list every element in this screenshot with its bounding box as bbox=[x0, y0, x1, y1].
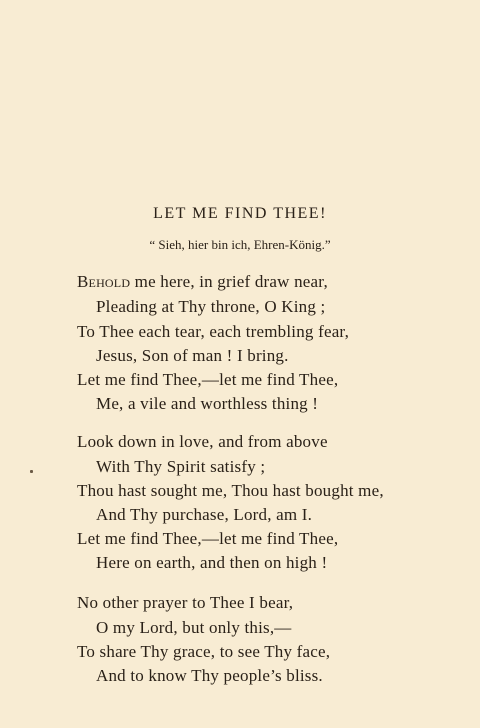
stanza2-line4: And Thy purchase, Lord, am I. bbox=[96, 505, 313, 524]
stanza2-line2: With Thy Spirit satisfy ; bbox=[96, 457, 266, 476]
stanza1-line5: Let me find Thee,—let me find Thee, bbox=[77, 370, 339, 389]
stanza2-line6: Here on earth, and then on high ! bbox=[96, 553, 328, 572]
epigraph: “ Sieh, hier bin ich, Ehren-König.” bbox=[149, 237, 331, 252]
stanza1-line2: Pleading at Thy throne, O King ; bbox=[96, 297, 326, 316]
stanza3-line3: To share Thy grace, to see Thy face, bbox=[77, 642, 331, 661]
stanza1-line1-rest: me here, in grief draw near, bbox=[130, 272, 328, 291]
stanza2-line1: Look down in love, and from above bbox=[77, 432, 328, 451]
stanza3-line2: O my Lord, but only this,— bbox=[96, 618, 292, 637]
stanza2-line5: Let me find Thee,—let me find Thee, bbox=[77, 529, 339, 548]
stanza3-line4: And to know Thy people’s bliss. bbox=[96, 666, 323, 685]
stanza2-line3: Thou hast sought me, Thou hast bought me, bbox=[77, 481, 384, 500]
stanza1-line6: Me, a vile and worthless thing ! bbox=[96, 394, 319, 413]
stanza1-line1 bbox=[77, 272, 328, 292]
margin-speck bbox=[30, 470, 33, 473]
stanza1-line3: To Thee each tear, each trembling fear, bbox=[77, 322, 350, 341]
stanza3-line1: No other prayer to Thee I bear, bbox=[77, 593, 294, 612]
poem-title: LET ME FIND THEE! bbox=[153, 205, 327, 222]
opening-word: Behold bbox=[77, 272, 131, 291]
stanza1-line4: Jesus, Son of man ! I bring. bbox=[96, 346, 289, 365]
